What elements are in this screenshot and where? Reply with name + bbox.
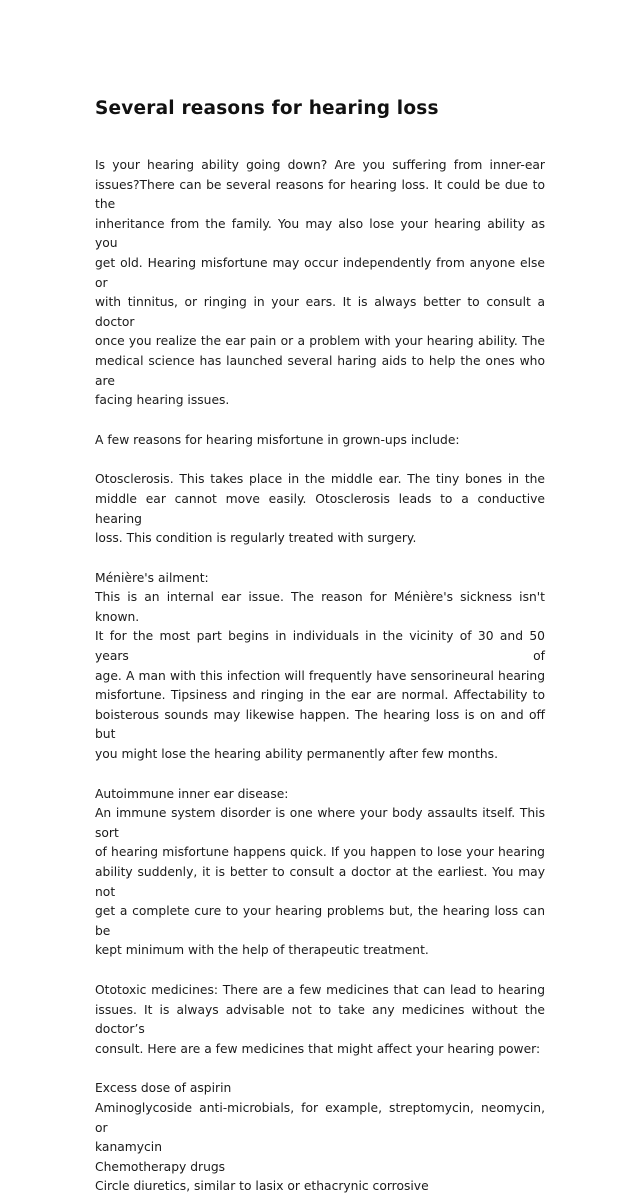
text-line: This is an internal ear issue. The reason for Ménière's sickness isn't known. <box>95 590 545 624</box>
text-line: medical science has launched several haring aids to help the ones who are <box>95 353 545 388</box>
menieres-paragraph <box>95 569 545 765</box>
text-line: ability suddenly, it is better to consult a doctor at the earliest. You may not <box>95 865 545 899</box>
text-line: age. A man with this infection will frequently have sensorineural hearing <box>95 668 545 683</box>
text-line: inheritance from the family. You may also lose your hearing ability as you <box>95 216 545 251</box>
text-line: boisterous sounds may likewise happen. The hearing loss is on and off but <box>95 707 545 742</box>
text-line: kept minimum with the help of therapeutic treatment. <box>95 943 429 958</box>
document-body <box>95 156 545 1197</box>
text-line: issues. It is always advisable not to take any medicines without the doctor’s <box>95 1002 545 1037</box>
section-heading: Ménière's ailment: <box>95 570 209 585</box>
text-line: misfortune. Tipsiness and ringing in the ear are normal. Affectability to <box>95 688 545 703</box>
text-line: An immune system disorder is one where your body assaults itself. This sort <box>95 806 545 840</box>
text-line: consult. Here are a few medicines that might affect your hearing power: <box>95 1041 541 1056</box>
list-item: Chemotherapy drugs <box>95 1159 226 1174</box>
document-title: Several reasons for hearing loss <box>95 98 439 119</box>
ototoxic-paragraph <box>95 981 545 1059</box>
intro-paragraph <box>95 156 545 411</box>
autoimmune-paragraph <box>95 785 545 961</box>
text-line: facing hearing issues. <box>95 393 230 408</box>
reasons-intro-paragraph <box>95 431 545 451</box>
text-line: A few reasons for hearing misfortune in grown-ups include: <box>95 432 460 447</box>
text-line: Otosclerosis. This takes place in the middle ear. The tiny bones in the <box>95 472 545 487</box>
list-item: Aminoglycoside anti-microbials, for example, streptomycin, neomycin, or <box>95 1100 545 1135</box>
medicines-list <box>95 1079 545 1197</box>
text-line: issues?There can be several reasons for hearing loss. It could be due to the <box>95 177 545 212</box>
text-line: get a complete cure to your hearing problems but, the hearing loss can be <box>95 904 545 938</box>
section-heading: Autoimmune inner ear disease: <box>95 786 289 801</box>
otosclerosis-paragraph <box>95 470 545 548</box>
text-line: once you realize the ear pain or a problem with your hearing ability. The <box>95 334 545 349</box>
list-item: kanamycin <box>95 1140 162 1155</box>
list-item: Excess dose of aspirin <box>95 1081 232 1096</box>
list-item: Circle diuretics, similar to lasix or ethacrynic corrosive <box>95 1179 429 1194</box>
text-line: get old. Hearing misfortune may occur independently from anyone else or <box>95 255 545 290</box>
text-line: middle ear cannot move easily. Otosclerosis leads to a conductive hearing <box>95 491 545 526</box>
text-line: you might lose the hearing ability permanently after few months. <box>95 747 498 762</box>
text-line: with tinnitus, or ringing in your ears. It is always better to consult a doctor <box>95 295 545 329</box>
text-line: It for the most part begins in individuals in the vicinity of 30 and 50 years of <box>95 629 545 664</box>
text-line: loss. This condition is regularly treated with surgery. <box>95 531 417 546</box>
text-line: Ototoxic medicines: There are a few medicines that can lead to hearing <box>95 982 545 997</box>
text-line: of hearing misfortune happens quick. If you happen to lose your hearing <box>95 845 545 860</box>
text-line: Is your hearing ability going down? Are you suffering from inner-ear <box>95 158 545 172</box>
